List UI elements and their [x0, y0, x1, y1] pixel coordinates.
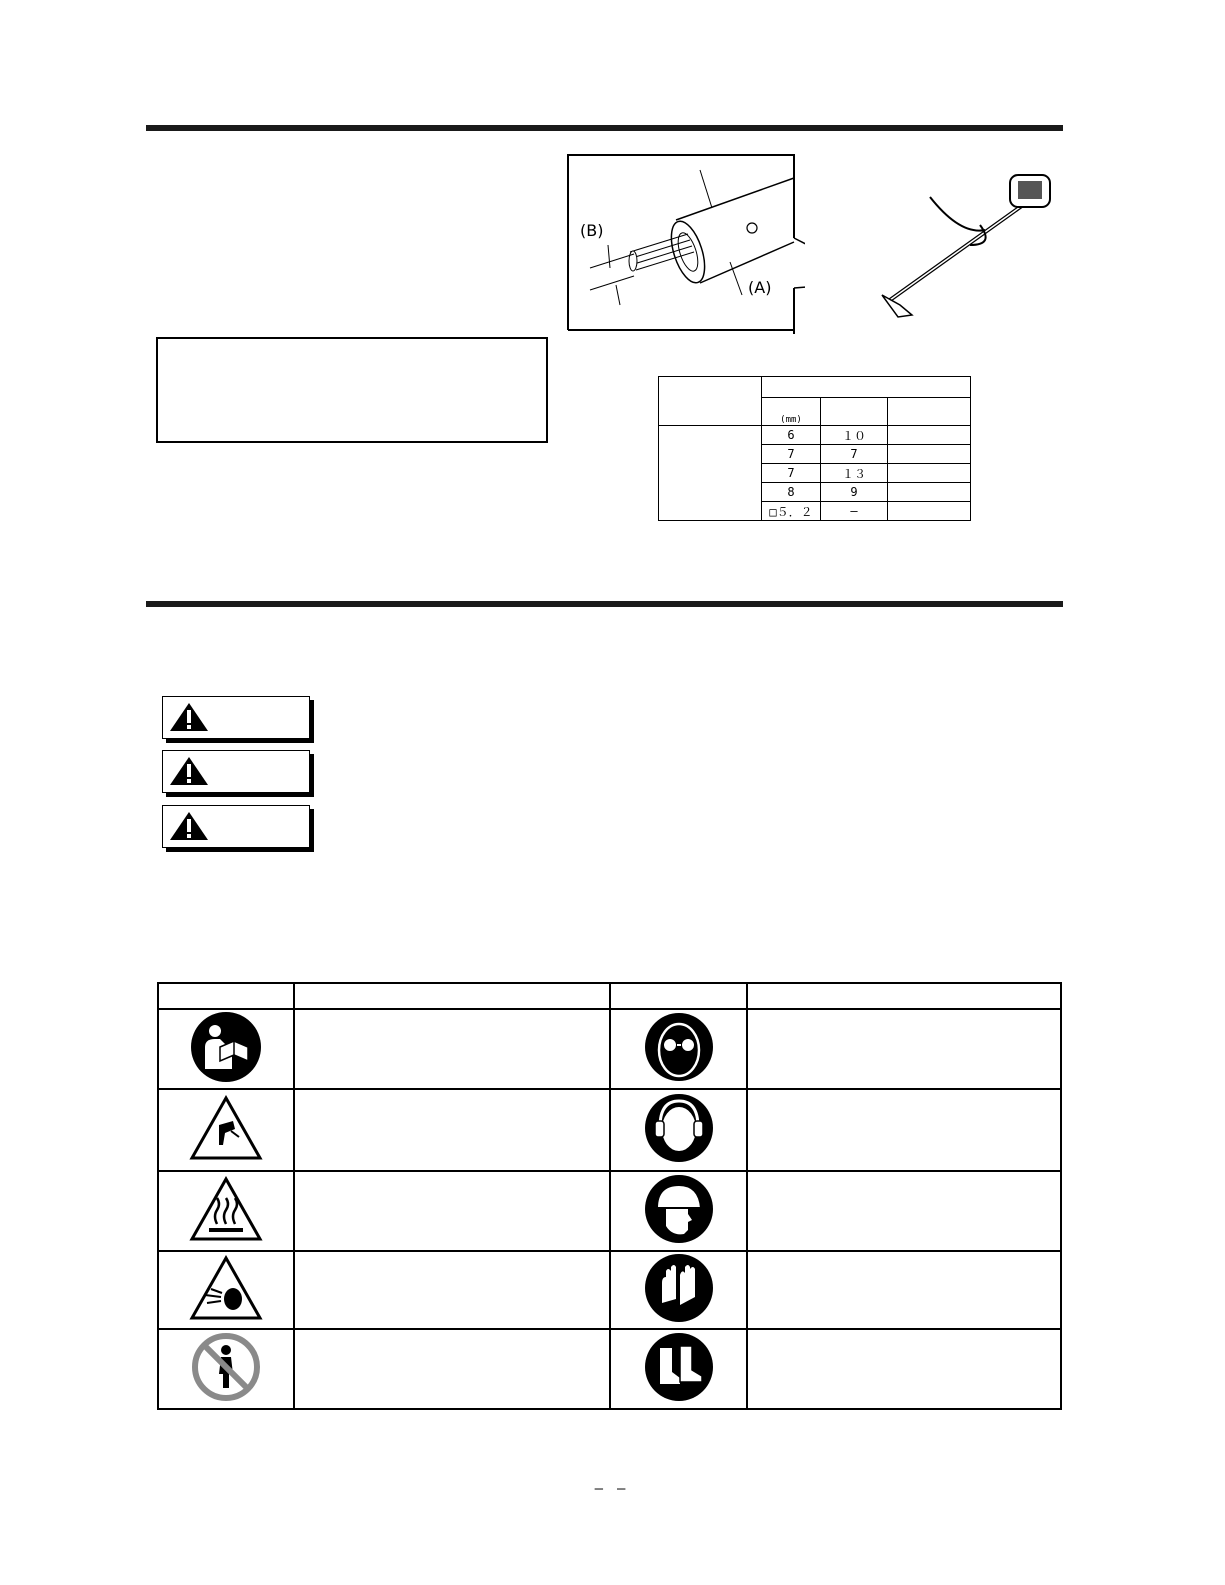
table-row [158, 1089, 1061, 1171]
warning-triangle-icon [169, 702, 209, 732]
table-row [158, 1009, 1061, 1089]
ear-protection-icon [644, 1093, 714, 1163]
table-row [158, 1251, 1061, 1329]
unit-label: (mm) [780, 415, 802, 425]
cell-b: １０ [821, 426, 888, 445]
shaft-diagram [560, 150, 805, 340]
cell-a: 7 [762, 464, 821, 483]
brushcutter-illustration [870, 165, 1060, 325]
spec-table [658, 376, 971, 521]
head-protection-icon [644, 1174, 714, 1244]
safety-boots-icon [644, 1332, 714, 1402]
signal-word-box [162, 696, 310, 739]
cell-a: 6 [762, 426, 821, 445]
cell-a: 8 [762, 483, 821, 502]
page-number: – – [594, 1481, 626, 1497]
signal-word-box [162, 805, 310, 848]
cell-a: □５．２ [762, 502, 821, 521]
cell-b: １３ [821, 464, 888, 483]
signal-word-box [162, 750, 310, 793]
label-b: (B) [580, 221, 604, 240]
warning-triangle-icon [169, 756, 209, 786]
cell-b: — [821, 502, 888, 521]
table-row [158, 1329, 1061, 1409]
safety-symbols-table [157, 982, 1062, 1410]
label-a: (A) [748, 278, 772, 297]
projectile-hazard-icon [189, 1255, 263, 1321]
read-manual-icon [190, 1011, 262, 1083]
keep-bystanders-away-icon [191, 1332, 261, 1402]
cell-b: 9 [821, 483, 888, 502]
table-row [659, 426, 971, 445]
eye-protection-icon [644, 1012, 714, 1082]
warning-triangle-icon [169, 811, 209, 841]
note-box [156, 337, 548, 443]
cell-a: 7 [762, 445, 821, 464]
section-rule-middle [146, 601, 1063, 607]
table-row [158, 1171, 1061, 1251]
cell-b: 7 [821, 445, 888, 464]
hot-surface-icon [189, 1176, 263, 1242]
gloves-icon [644, 1253, 714, 1323]
flying-object-hazard-icon [189, 1095, 263, 1161]
section-rule-top [146, 125, 1063, 131]
